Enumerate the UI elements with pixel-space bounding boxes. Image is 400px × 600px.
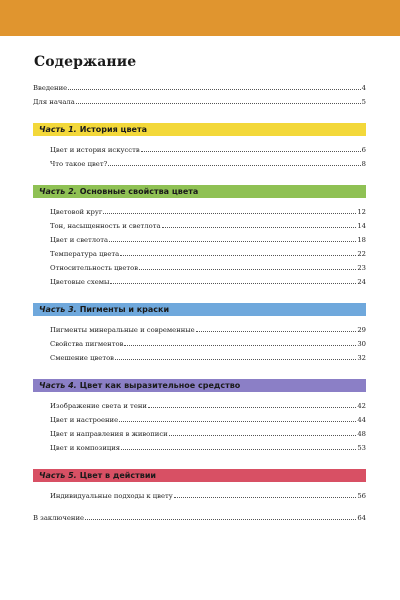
toc-entry[interactable] bbox=[33, 249, 366, 257]
part-number: Часть 3. bbox=[39, 305, 77, 314]
part-number: Часть 2. bbox=[39, 187, 77, 196]
toc-entry-start[interactable] bbox=[33, 97, 366, 105]
toc-entry-page: 64 bbox=[357, 514, 366, 522]
toc-entry[interactable] bbox=[33, 207, 366, 215]
dot-leader bbox=[162, 221, 357, 228]
toc-entry-label: Смешение цветов bbox=[50, 354, 114, 362]
dot-leader bbox=[76, 97, 361, 104]
toc-entry-page: 6 bbox=[361, 146, 366, 154]
toc-entry-page: 24 bbox=[357, 278, 366, 286]
dot-leader bbox=[68, 83, 361, 90]
toc-entry[interactable] bbox=[33, 339, 366, 347]
toc-entry-page: 29 bbox=[357, 326, 366, 334]
part-title: Основные свойства цвета bbox=[79, 187, 199, 196]
toc-entry-page: 56 bbox=[357, 492, 366, 500]
toc-entry-page: 48 bbox=[357, 430, 366, 438]
toc-entry[interactable] bbox=[33, 429, 366, 437]
toc-entry-label: Индивидуальные подходы к цвету bbox=[50, 492, 173, 500]
toc-entry[interactable] bbox=[33, 145, 366, 153]
part-2-header[interactable] bbox=[33, 185, 366, 198]
toc-entry[interactable] bbox=[33, 221, 366, 229]
toc-entry[interactable] bbox=[33, 401, 366, 409]
toc-entry-label: Тон, насыщенность и светлота bbox=[50, 222, 161, 230]
part-1-header[interactable] bbox=[33, 123, 366, 136]
dot-leader bbox=[109, 235, 356, 242]
toc-entry-conclusion[interactable] bbox=[33, 513, 366, 521]
dot-leader bbox=[85, 513, 356, 520]
dot-leader bbox=[141, 145, 361, 152]
part-title: История цвета bbox=[79, 125, 147, 134]
dot-leader bbox=[196, 325, 357, 332]
toc-entry-label: Относительность цветов bbox=[50, 264, 139, 272]
toc-entry-label: Свойства пигментов bbox=[50, 340, 124, 348]
toc-entry[interactable] bbox=[33, 415, 366, 423]
toc-entry-page: 23 bbox=[357, 264, 366, 272]
toc-entry-label: Изображение света и тени bbox=[50, 402, 147, 410]
toc-entry-label: Цветовой круг bbox=[50, 208, 103, 216]
toc-entry-label: Цвет и композиция bbox=[50, 444, 121, 452]
page-title: Содержание bbox=[34, 54, 137, 70]
toc-entry[interactable] bbox=[33, 263, 366, 271]
toc-entry-label: Цвет и светлота bbox=[50, 236, 109, 244]
toc-entry-page: 22 bbox=[357, 250, 366, 258]
dot-leader bbox=[108, 159, 360, 166]
toc-entry[interactable] bbox=[33, 491, 366, 499]
toc-entry-label: В заключение bbox=[33, 514, 84, 522]
dot-leader bbox=[121, 443, 356, 450]
dot-leader bbox=[139, 263, 356, 270]
part-title: Цвет как выразительное средство bbox=[79, 381, 241, 390]
table-of-contents bbox=[33, 83, 366, 527]
toc-entry-page: 8 bbox=[361, 160, 366, 168]
part-title: Пигменты и краски bbox=[79, 305, 170, 314]
dot-leader bbox=[119, 415, 356, 422]
toc-entry-page: 12 bbox=[357, 208, 366, 216]
part-title: Цвет в действии bbox=[79, 471, 157, 480]
dot-leader bbox=[103, 207, 356, 214]
toc-entry-label: Введение bbox=[33, 84, 68, 92]
toc-entry-page: 32 bbox=[357, 354, 366, 362]
toc-entry[interactable] bbox=[33, 325, 366, 333]
toc-entry-label: Что такое цвет? bbox=[50, 160, 108, 168]
toc-entry-page: 42 bbox=[357, 402, 366, 410]
toc-entry-label: Цвет и история искусств bbox=[50, 146, 140, 154]
toc-entry[interactable] bbox=[33, 235, 366, 243]
toc-entry-label: Температура цвета bbox=[50, 250, 120, 258]
toc-entry-page: 14 bbox=[357, 222, 366, 230]
toc-entry[interactable] bbox=[33, 353, 366, 361]
toc-entry-page: 44 bbox=[357, 416, 366, 424]
toc-entry-label: Для начала bbox=[33, 98, 75, 106]
toc-entry-intro[interactable] bbox=[33, 83, 366, 91]
toc-entry-page: 30 bbox=[357, 340, 366, 348]
toc-entry-label: Цвет и настроение bbox=[50, 416, 119, 424]
part-4-header[interactable] bbox=[33, 379, 366, 392]
toc-entry-page: 18 bbox=[357, 236, 366, 244]
part-3-header[interactable] bbox=[33, 303, 366, 316]
part-5-header[interactable] bbox=[33, 469, 366, 482]
toc-entry[interactable] bbox=[33, 159, 366, 167]
toc-entry-label: Пигменты минеральные и современные bbox=[50, 326, 195, 334]
toc-entry-page: 4 bbox=[361, 84, 366, 92]
dot-leader bbox=[110, 277, 356, 284]
dot-leader bbox=[115, 353, 356, 360]
toc-entry-label: Цветовые схемы bbox=[50, 278, 110, 286]
toc-entry[interactable] bbox=[33, 277, 366, 285]
toc-entry-page: 5 bbox=[361, 98, 366, 106]
dot-leader bbox=[148, 401, 356, 408]
toc-entry-label: Цвет и направления в живописи bbox=[50, 430, 168, 438]
dot-leader bbox=[174, 491, 357, 498]
part-number: Часть 5. bbox=[39, 471, 77, 480]
dot-leader bbox=[124, 339, 356, 346]
toc-entry[interactable] bbox=[33, 443, 366, 451]
dot-leader bbox=[120, 249, 356, 256]
dot-leader bbox=[169, 429, 357, 436]
toc-entry-page: 53 bbox=[357, 444, 366, 452]
top-color-band bbox=[0, 0, 400, 36]
part-number: Часть 4. bbox=[39, 381, 77, 390]
part-number: Часть 1. bbox=[39, 125, 77, 134]
